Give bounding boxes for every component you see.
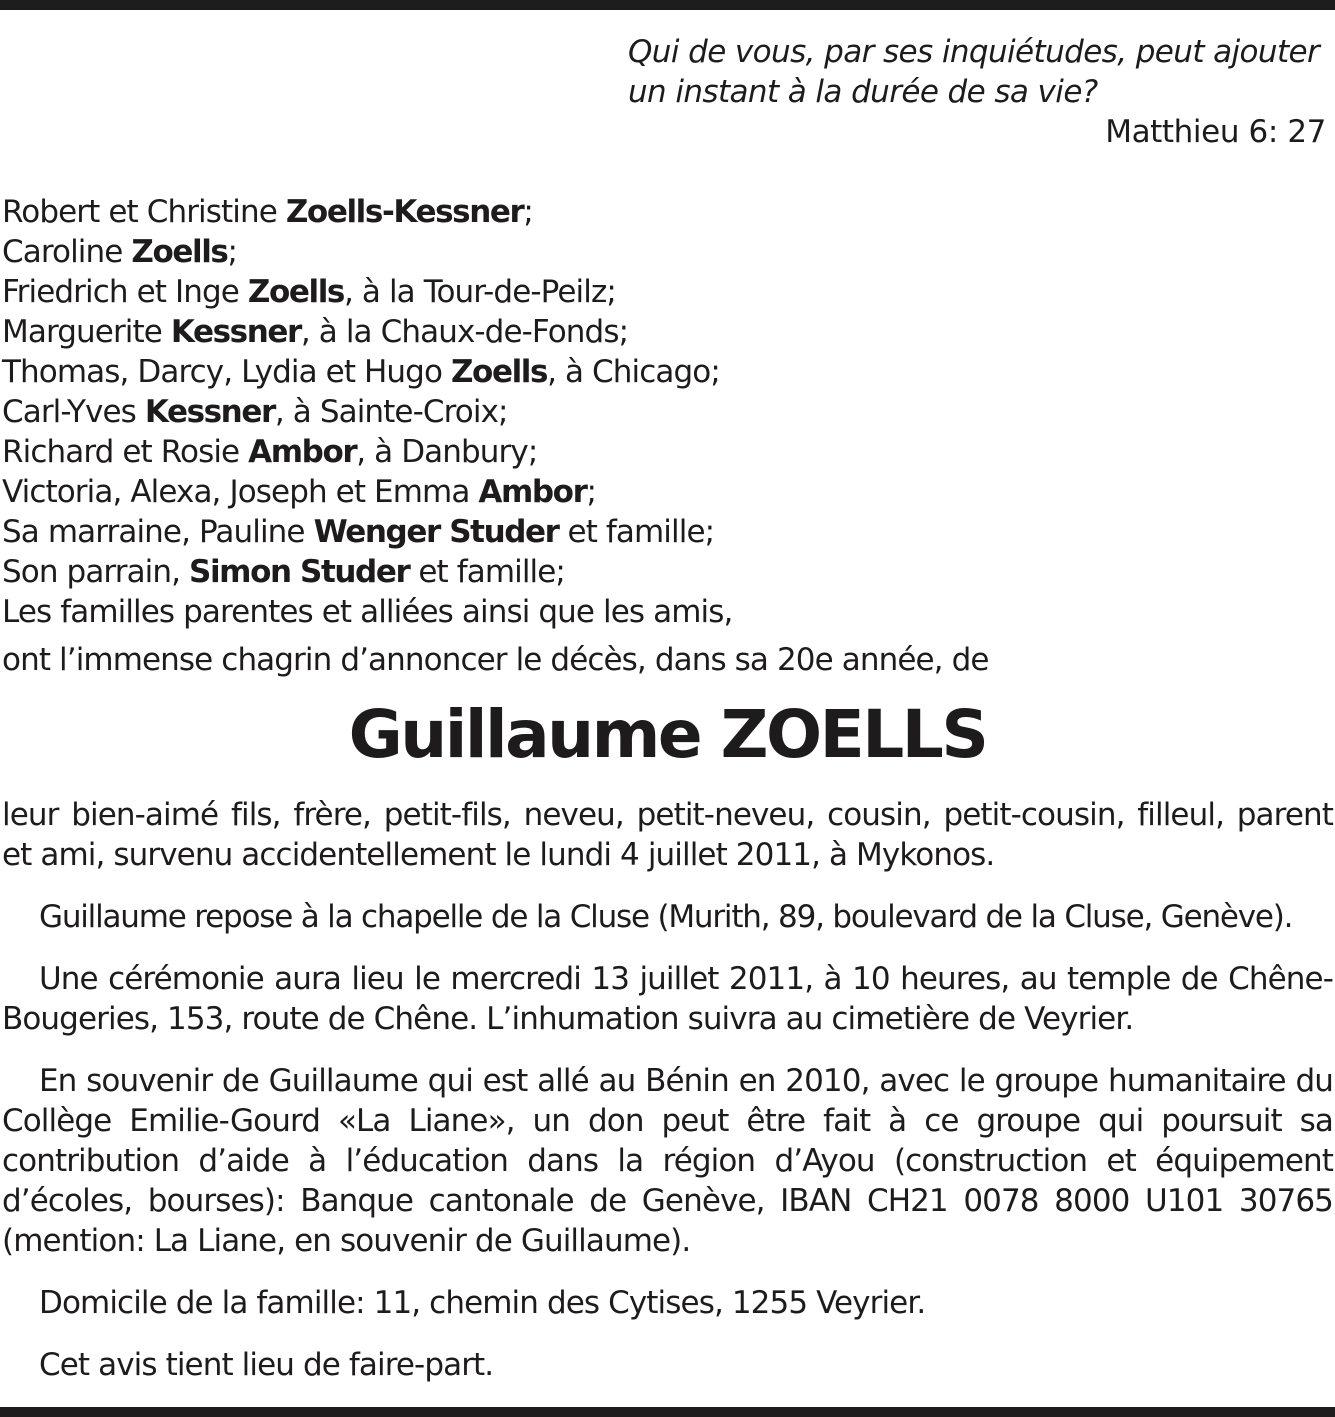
paragraph-domicile: Domicile de la famille: 11, chemin des Cytises, 1255 Veyrier. [39, 1285, 926, 1321]
family-row: Friedrich et Inge Zoells, à la Tour-de-Peilz; [2, 274, 616, 310]
bottom-rule [0, 1407, 1335, 1417]
family-row: Marguerite Kessner, à la Chaux-de-Fonds; [2, 314, 629, 350]
paragraph-ceremony: Une cérémonie aura lieu le mercredi 13 juillet 2011, à 10 heures, au temple de Chêne-Bougeries, 153, route de Chêne. L’inhumation suivra au cimetière de Veyrier. [2, 961, 1333, 1037]
family-list [2, 192, 1322, 632]
notice-body [2, 795, 1333, 1407]
paragraph-closing: Cet avis tient lieu de faire-part. [39, 1347, 494, 1383]
paragraph-relation: leur bien-aimé fils, frère, petit-fils, neveu, petit-neveu, cousin, petit-cousin, filleul, parent et ami, survenu accidentellement le lundi 4 juillet 2011, à Mykonos. [2, 797, 1333, 873]
deceased-name: Guillaume ZOELLS [348, 696, 987, 773]
epigraph [628, 32, 1328, 152]
family-row: Caroline Zoells; [2, 234, 238, 270]
announcement: ont l’immense chagrin d’annoncer le décès, dans sa 20e année, de [2, 642, 989, 678]
epigraph-line-1: Qui de vous, par ses inquiétudes, peut ajouter [628, 34, 1320, 70]
family-row: Victoria, Alexa, Joseph et Emma Ambor; [2, 474, 597, 510]
epigraph-reference: Matthieu 6: 27 [1105, 114, 1326, 150]
family-row: Richard et Rosie Ambor, à Danbury; [2, 434, 538, 470]
paragraph-chapel: Guillaume repose à la chapelle de la Cluse (Murith, 89, boulevard de la Cluse, Genève). [39, 899, 1293, 935]
family-row: Robert et Christine Zoells-Kessner; [2, 194, 533, 230]
family-row: Sa marraine, Pauline Wenger Studer et famille; [2, 514, 715, 550]
epigraph-line-2: un instant à la durée de sa vie? [628, 74, 1098, 110]
family-row: Son parrain, Simon Studer et famille; [2, 554, 565, 590]
family-row: Thomas, Darcy, Lydia et Hugo Zoells, à Chicago; [2, 354, 720, 390]
family-row: Carl-Yves Kessner, à Sainte-Croix; [2, 394, 508, 430]
family-row: Les familles parentes et alliées ainsi que les amis, [2, 594, 733, 630]
paragraph-donation: En souvenir de Guillaume qui est allé au Bénin en 2010, avec le groupe humanitaire du Collège Emilie-Gourd «La Liane», un don peut être fait à ce groupe qui poursuit sa contribution d’aide à l’éducation dans la région d’Ayou (construction et équipement d’écoles, bourses): Banque cantonale de Genève, IBAN CH21 0078 8000 U101 30765 (mention: La Liane, en souvenir de Guillaume). [2, 1063, 1333, 1259]
top-rule [0, 0, 1335, 10]
